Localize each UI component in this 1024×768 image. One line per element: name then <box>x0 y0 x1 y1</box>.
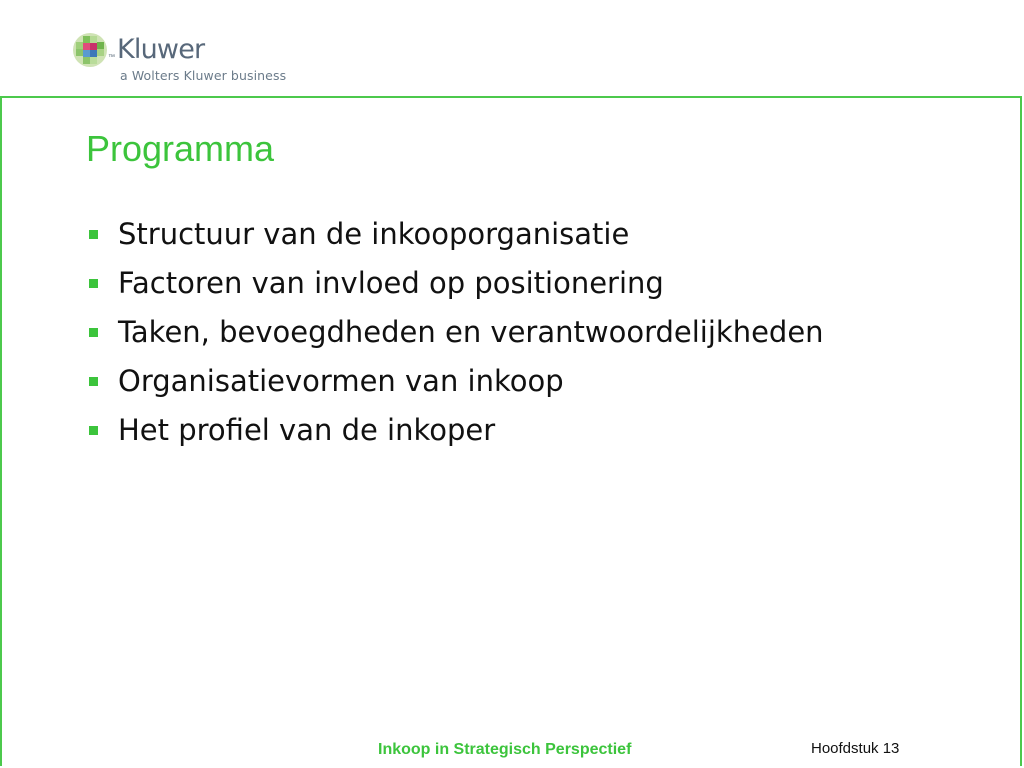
bullet-item <box>86 210 824 259</box>
bullet-item <box>86 357 824 406</box>
square-bullet-icon <box>89 426 98 435</box>
bullet-item <box>86 259 824 308</box>
square-bullet-icon <box>89 377 98 386</box>
bullet-text: Structuur van de inkooporganisatie <box>118 217 630 251</box>
footer-book-title: Inkoop in Strategisch Perspectief <box>378 741 632 758</box>
kluwer-tulip-mosaic-icon <box>72 32 108 68</box>
bullet-item <box>86 406 824 455</box>
bullet-list <box>86 210 824 455</box>
square-bullet-icon <box>89 279 98 288</box>
slide-title: Programma <box>86 128 275 169</box>
bullet-text: Factoren van invloed op positionering <box>118 266 664 300</box>
logo-tagline: a Wolters Kluwer business <box>120 68 287 83</box>
bullet-text: Organisatievormen van inkoop <box>118 364 564 398</box>
footer-chapter-number: Hoofdstuk 13 <box>811 740 900 757</box>
square-bullet-icon <box>89 328 98 337</box>
kluwer-logo <box>72 30 302 86</box>
square-bullet-icon <box>89 230 98 239</box>
bullet-item <box>86 308 824 357</box>
logo-wordmark: Kluwer <box>117 34 205 65</box>
bullet-text: Het profiel van de inkoper <box>118 413 496 447</box>
logo-trademark: ™ <box>108 54 115 61</box>
bullet-text: Taken, bevoegdheden en verantwoordelijkheden <box>118 315 824 349</box>
